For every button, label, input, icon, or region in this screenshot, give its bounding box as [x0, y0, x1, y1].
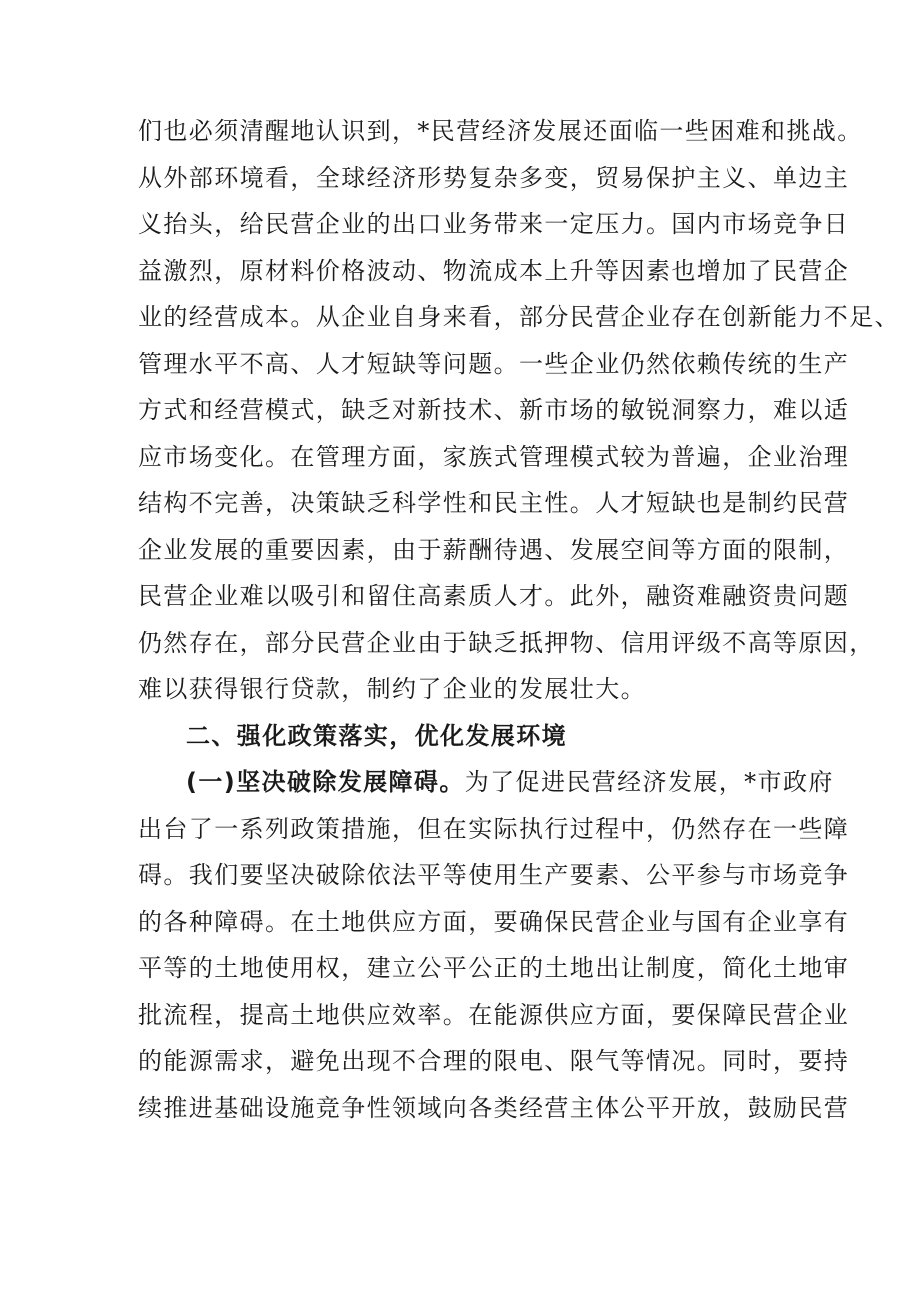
paragraph-line: 碍。我们要坚决破除依法平等使用生产要素、公平参与市场竞争 [138, 861, 850, 889]
paragraph-line: 平等的土地使用权，建立公平公正的土地出让制度，简化土地审 [138, 954, 850, 982]
paragraph-line: 续推进基础设施竞争性领域向各类经营主体公平开放，鼓励民营 [138, 1094, 850, 1122]
paragraph-line: 从外部环境看，全球经济形势复杂多变，贸易保护主义、单边主 [138, 164, 850, 192]
paragraph-line: 出台了一系列政策措施，但在实际执行过程中，仍然存在一些障 [138, 815, 850, 843]
paragraph-lead-text: 为了促进民营经济发展，*市政府 [464, 768, 834, 796]
paragraph-line: 批流程，提高土地供应效率。在能源供应方面，要保障民营企业 [138, 1001, 850, 1029]
section-heading: 二、强化政策落实，优化发展环境 [186, 722, 567, 750]
paragraph-line: 义抬头，给民营企业的出口业务带来一定压力。国内市场竞争日 [138, 210, 850, 238]
paragraph-line: 的各种障碍。在土地供应方面，要确保民营企业与国有企业享有 [138, 908, 850, 936]
paragraph-line: 方式和经营模式，缺乏对新技术、新市场的敏锐洞察力，难以适 [138, 396, 850, 424]
paragraph-line: 的能源需求，避免出现不合理的限电、限气等情况。同时，要持 [138, 1047, 850, 1075]
paragraph-line: 企业发展的重要因素，由于薪酬待遇、发展空间等方面的限制， [138, 536, 850, 564]
paragraph-line: 益激烈，原材料价格波动、物流成本上升等因素也增加了民营企 [138, 257, 850, 285]
paragraph-line: 管理水平不高、人才短缺等问题。一些企业仍然依赖传统的生产 [138, 350, 850, 378]
paragraph-line: 仍然存在，部分民营企业由于缺乏抵押物、信用评级不高等原因， [138, 629, 875, 657]
paragraph-line: 难以获得银行贷款，制约了企业的发展壮大。 [138, 675, 646, 703]
paragraph-line: 们也必须清醒地认识到，*民营经济发展还面临一些困难和挑战。 [138, 117, 863, 145]
paragraph-line: 结构不完善，决策缺乏科学性和民主性。人才短缺也是制约民营 [138, 489, 850, 517]
subsection-heading: (一)坚决破除发展障碍。 [186, 768, 465, 796]
paragraph-lead-line [186, 762, 834, 802]
paragraph-line: 应市场变化。在管理方面，家族式管理模式较为普遍，企业治理 [138, 443, 850, 471]
paragraph-line: 业的经营成本。从企业自身来看，部分民营企业存在创新能力不足、 [138, 303, 900, 331]
paragraph-line: 民营企业难以吸引和留住高素质人才。此外，融资难融资贵问题 [138, 582, 850, 610]
